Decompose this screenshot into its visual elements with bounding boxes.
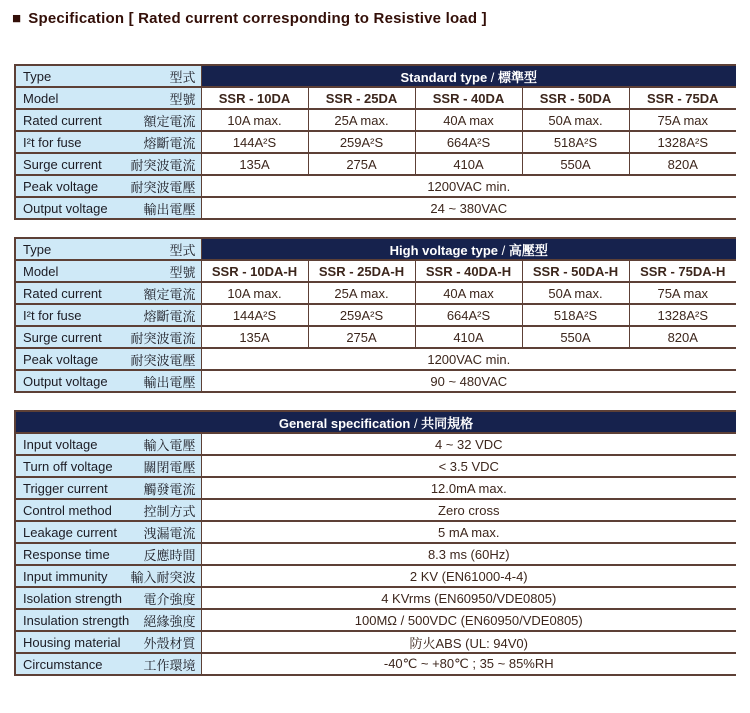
row-label-zh: 耐突波電流 bbox=[130, 157, 196, 173]
row-label-zh: 輸出電壓 bbox=[143, 374, 196, 390]
row-label-wrap bbox=[16, 479, 201, 498]
spec-value-cell: 8.3 ms (60Hz) bbox=[201, 543, 736, 565]
merged-value-cell: 1200VAC min. bbox=[201, 175, 736, 197]
value-cell: 10A max. bbox=[201, 282, 308, 304]
table-row bbox=[15, 326, 736, 348]
table-row bbox=[15, 587, 736, 609]
table-banner bbox=[201, 238, 736, 260]
row-label-en: Housing material bbox=[23, 634, 121, 650]
row-label-wrap bbox=[16, 457, 201, 476]
table-row bbox=[15, 631, 736, 653]
table-row bbox=[15, 260, 736, 282]
table-row bbox=[15, 238, 736, 260]
banner-title-zh: 高壓型 bbox=[508, 242, 548, 258]
row-label-cell bbox=[15, 65, 201, 87]
spec-value-cell: 4 KVrms (EN60950/VDE0805) bbox=[201, 587, 736, 609]
row-label-zh: 洩漏電流 bbox=[143, 525, 196, 541]
value-cell: 25A max. bbox=[308, 282, 415, 304]
value-cell: 144A²S bbox=[201, 304, 308, 326]
row-label-zh: 輸出電壓 bbox=[143, 201, 196, 217]
row-label-zh: 型式 bbox=[169, 69, 196, 85]
row-label-wrap bbox=[16, 545, 201, 564]
row-label-en: Input voltage bbox=[23, 436, 98, 452]
value-cell: 664A²S bbox=[415, 131, 522, 153]
row-label-wrap bbox=[16, 435, 201, 454]
value-cell: 259A²S bbox=[308, 304, 415, 326]
row-label-en: Type bbox=[23, 241, 52, 257]
page-title bbox=[12, 10, 750, 27]
row-label-wrap bbox=[16, 306, 201, 325]
row-label-wrap bbox=[16, 633, 201, 652]
value-cell: 75A max bbox=[629, 282, 736, 304]
table-row bbox=[15, 565, 736, 587]
row-label-cell bbox=[15, 326, 201, 348]
table-row bbox=[15, 131, 736, 153]
value-cell: 820A bbox=[629, 153, 736, 175]
model-cell: SSR - 50DA bbox=[522, 87, 629, 109]
row-label-wrap bbox=[16, 589, 201, 608]
row-label-en: Peak voltage bbox=[23, 178, 99, 194]
row-label-zh: 絕緣強度 bbox=[143, 613, 196, 629]
row-label-cell bbox=[15, 131, 201, 153]
page-title-text: Specification [ Rated current corresponding to Resistive load ] bbox=[28, 10, 487, 27]
value-cell: 1328A²S bbox=[629, 131, 736, 153]
banner-title-en: Standard type bbox=[400, 69, 488, 85]
row-label-cell bbox=[15, 521, 201, 543]
row-label-wrap bbox=[16, 199, 201, 218]
row-label-wrap bbox=[16, 262, 201, 281]
row-label-cell bbox=[15, 631, 201, 653]
merged-value-cell: 1200VAC min. bbox=[201, 348, 736, 370]
row-label-wrap bbox=[16, 523, 201, 542]
row-label-cell bbox=[15, 348, 201, 370]
row-label-cell bbox=[15, 87, 201, 109]
row-label-en: Output voltage bbox=[23, 200, 108, 216]
title-square-icon: ■ bbox=[12, 10, 22, 27]
value-cell: 275A bbox=[308, 153, 415, 175]
row-label-cell bbox=[15, 238, 201, 260]
value-cell: 50A max. bbox=[522, 109, 629, 131]
row-label-en: Response time bbox=[23, 546, 110, 562]
row-label-wrap bbox=[16, 89, 201, 108]
row-label-zh: 熔斷電流 bbox=[143, 308, 196, 324]
row-label-en: Turn off voltage bbox=[23, 458, 113, 474]
row-label-cell bbox=[15, 499, 201, 521]
table-row bbox=[15, 87, 736, 109]
value-cell: 40A max bbox=[415, 282, 522, 304]
table-row bbox=[15, 543, 736, 565]
model-cell: SSR - 25DA bbox=[308, 87, 415, 109]
value-cell: 135A bbox=[201, 153, 308, 175]
row-label-cell bbox=[15, 153, 201, 175]
row-label-en: Control method bbox=[23, 502, 112, 518]
row-label-zh: 控制方式 bbox=[143, 503, 196, 519]
value-cell: 664A²S bbox=[415, 304, 522, 326]
row-label-wrap bbox=[16, 501, 201, 520]
spec-value-cell: < 3.5 VDC bbox=[201, 455, 736, 477]
row-label-en: Surge current bbox=[23, 329, 102, 345]
row-label-wrap bbox=[16, 67, 201, 86]
spec-value-cell: 100MΩ / 500VDC (EN60950/VDE0805) bbox=[201, 609, 736, 631]
row-label-en: Leakage current bbox=[23, 524, 117, 540]
row-label-cell bbox=[15, 477, 201, 499]
value-cell: 550A bbox=[522, 326, 629, 348]
row-label-en: Output voltage bbox=[23, 373, 108, 389]
row-label-wrap bbox=[16, 567, 201, 586]
table-banner bbox=[15, 411, 736, 433]
model-cell: SSR - 75DA bbox=[629, 87, 736, 109]
row-label-cell bbox=[15, 370, 201, 392]
value-cell: 40A max bbox=[415, 109, 522, 131]
spec-table-high-voltage bbox=[14, 237, 736, 393]
table-row bbox=[15, 477, 736, 499]
spec-value-cell: 防火ABS (UL: 94V0) bbox=[201, 631, 736, 653]
value-cell: 75A max bbox=[629, 109, 736, 131]
row-label-zh: 耐突波電壓 bbox=[130, 179, 196, 195]
row-label-cell bbox=[15, 197, 201, 219]
value-cell: 10A max. bbox=[201, 109, 308, 131]
row-label-zh: 工作環境 bbox=[143, 657, 196, 673]
spec-value-cell: 5 mA max. bbox=[201, 521, 736, 543]
row-label-en: Insulation strength bbox=[23, 612, 130, 628]
table-row bbox=[15, 521, 736, 543]
row-label-wrap bbox=[16, 611, 201, 630]
row-label-en: Rated current bbox=[23, 285, 102, 301]
banner-title-zh: 標準型 bbox=[498, 69, 538, 85]
table-row bbox=[15, 175, 736, 197]
model-cell: SSR - 40DA bbox=[415, 87, 522, 109]
table-row bbox=[15, 433, 736, 455]
row-label-en: Isolation strength bbox=[23, 590, 123, 606]
row-label-en: Peak voltage bbox=[23, 351, 99, 367]
banner-separator: / bbox=[498, 242, 509, 258]
model-cell: SSR - 10DA bbox=[201, 87, 308, 109]
table-row bbox=[15, 304, 736, 326]
row-label-cell bbox=[15, 609, 201, 631]
row-label-en: Trigger current bbox=[23, 480, 108, 496]
row-label-zh: 額定電流 bbox=[143, 286, 196, 302]
row-label-cell bbox=[15, 455, 201, 477]
row-label-cell bbox=[15, 260, 201, 282]
row-label-en: Surge current bbox=[23, 156, 102, 172]
table-row bbox=[15, 653, 736, 675]
row-label-cell bbox=[15, 653, 201, 675]
value-cell: 410A bbox=[415, 153, 522, 175]
table-row bbox=[15, 370, 736, 392]
row-label-wrap bbox=[16, 155, 201, 174]
model-cell: SSR - 40DA-H bbox=[415, 260, 522, 282]
spec-table-standard bbox=[14, 64, 736, 220]
spec-table-general bbox=[14, 410, 736, 676]
row-label-zh: 熔斷電流 bbox=[143, 135, 196, 151]
banner-title-zh: 共同規格 bbox=[421, 415, 474, 431]
table-row bbox=[15, 153, 736, 175]
row-label-wrap bbox=[16, 177, 201, 196]
row-label-wrap bbox=[16, 328, 201, 347]
row-label-zh: 型號 bbox=[169, 91, 196, 107]
row-label-en: Circumstance bbox=[23, 656, 103, 672]
row-label-en: Input immunity bbox=[23, 568, 108, 584]
value-cell: 550A bbox=[522, 153, 629, 175]
value-cell: 518A²S bbox=[522, 304, 629, 326]
merged-value-cell: 24 ~ 380VAC bbox=[201, 197, 736, 219]
spec-value-cell: 4 ~ 32 VDC bbox=[201, 433, 736, 455]
row-label-zh: 電介強度 bbox=[143, 591, 196, 607]
row-label-wrap bbox=[16, 240, 201, 259]
row-label-cell bbox=[15, 282, 201, 304]
value-cell: 135A bbox=[201, 326, 308, 348]
row-label-wrap bbox=[16, 350, 201, 369]
row-label-zh: 關閉電壓 bbox=[143, 459, 196, 475]
row-label-cell bbox=[15, 565, 201, 587]
value-cell: 518A²S bbox=[522, 131, 629, 153]
row-label-zh: 觸發電流 bbox=[143, 481, 196, 497]
table-row bbox=[15, 109, 736, 131]
value-cell: 1328A²S bbox=[629, 304, 736, 326]
row-label-wrap bbox=[16, 372, 201, 391]
table-row bbox=[15, 348, 736, 370]
row-label-cell bbox=[15, 543, 201, 565]
value-cell: 820A bbox=[629, 326, 736, 348]
row-label-zh: 耐突波電流 bbox=[130, 330, 196, 346]
banner-title-en: High voltage type bbox=[389, 242, 499, 258]
merged-value-cell: 90 ~ 480VAC bbox=[201, 370, 736, 392]
row-label-en: Model bbox=[23, 90, 59, 106]
model-cell: SSR - 10DA-H bbox=[201, 260, 308, 282]
row-label-zh: 外殼材質 bbox=[143, 635, 196, 651]
table-row bbox=[15, 609, 736, 631]
value-cell: 25A max. bbox=[308, 109, 415, 131]
banner-title-en: General specification bbox=[278, 415, 411, 431]
row-label-zh: 輸入耐突波 bbox=[130, 569, 196, 585]
spec-value-cell: 12.0mA max. bbox=[201, 477, 736, 499]
banner-separator: / bbox=[487, 69, 499, 85]
row-label-cell bbox=[15, 304, 201, 326]
spec-value-cell: 2 KV (EN61000-4-4) bbox=[201, 565, 736, 587]
row-label-en: Rated current bbox=[23, 112, 102, 128]
value-cell: 410A bbox=[415, 326, 522, 348]
value-cell: 275A bbox=[308, 326, 415, 348]
spec-value-cell: Zero cross bbox=[201, 499, 736, 521]
model-cell: SSR - 25DA-H bbox=[308, 260, 415, 282]
row-label-cell bbox=[15, 175, 201, 197]
row-label-wrap bbox=[16, 655, 201, 674]
row-label-cell bbox=[15, 433, 201, 455]
row-label-zh: 耐突波電壓 bbox=[130, 352, 196, 368]
value-cell: 50A max. bbox=[522, 282, 629, 304]
row-label-zh: 型號 bbox=[169, 264, 196, 280]
row-label-zh: 型式 bbox=[169, 242, 196, 258]
table-row bbox=[15, 197, 736, 219]
table-row bbox=[15, 499, 736, 521]
spec-tables-container bbox=[0, 64, 750, 676]
row-label-zh: 反應時間 bbox=[143, 547, 196, 563]
spec-value-cell: -40℃ ~ +80℃ ; 35 ~ 85%RH bbox=[201, 653, 736, 675]
table-row bbox=[15, 411, 736, 433]
model-cell: SSR - 75DA-H bbox=[629, 260, 736, 282]
row-label-wrap bbox=[16, 284, 201, 303]
spec-page bbox=[0, 10, 750, 676]
table-row bbox=[15, 65, 736, 87]
table-row bbox=[15, 282, 736, 304]
value-cell: 259A²S bbox=[308, 131, 415, 153]
table-row bbox=[15, 455, 736, 477]
row-label-wrap bbox=[16, 111, 201, 130]
banner-separator: / bbox=[410, 415, 422, 431]
row-label-zh: 輸入電壓 bbox=[143, 437, 196, 453]
row-label-en: I²t for fuse bbox=[23, 134, 82, 150]
row-label-en: I²t for fuse bbox=[23, 307, 82, 323]
value-cell: 144A²S bbox=[201, 131, 308, 153]
model-cell: SSR - 50DA-H bbox=[522, 260, 629, 282]
table-banner bbox=[201, 65, 736, 87]
row-label-wrap bbox=[16, 133, 201, 152]
row-label-en: Type bbox=[23, 68, 52, 84]
row-label-cell bbox=[15, 587, 201, 609]
row-label-en: Model bbox=[23, 263, 59, 279]
row-label-cell bbox=[15, 109, 201, 131]
row-label-zh: 額定電流 bbox=[143, 113, 196, 129]
